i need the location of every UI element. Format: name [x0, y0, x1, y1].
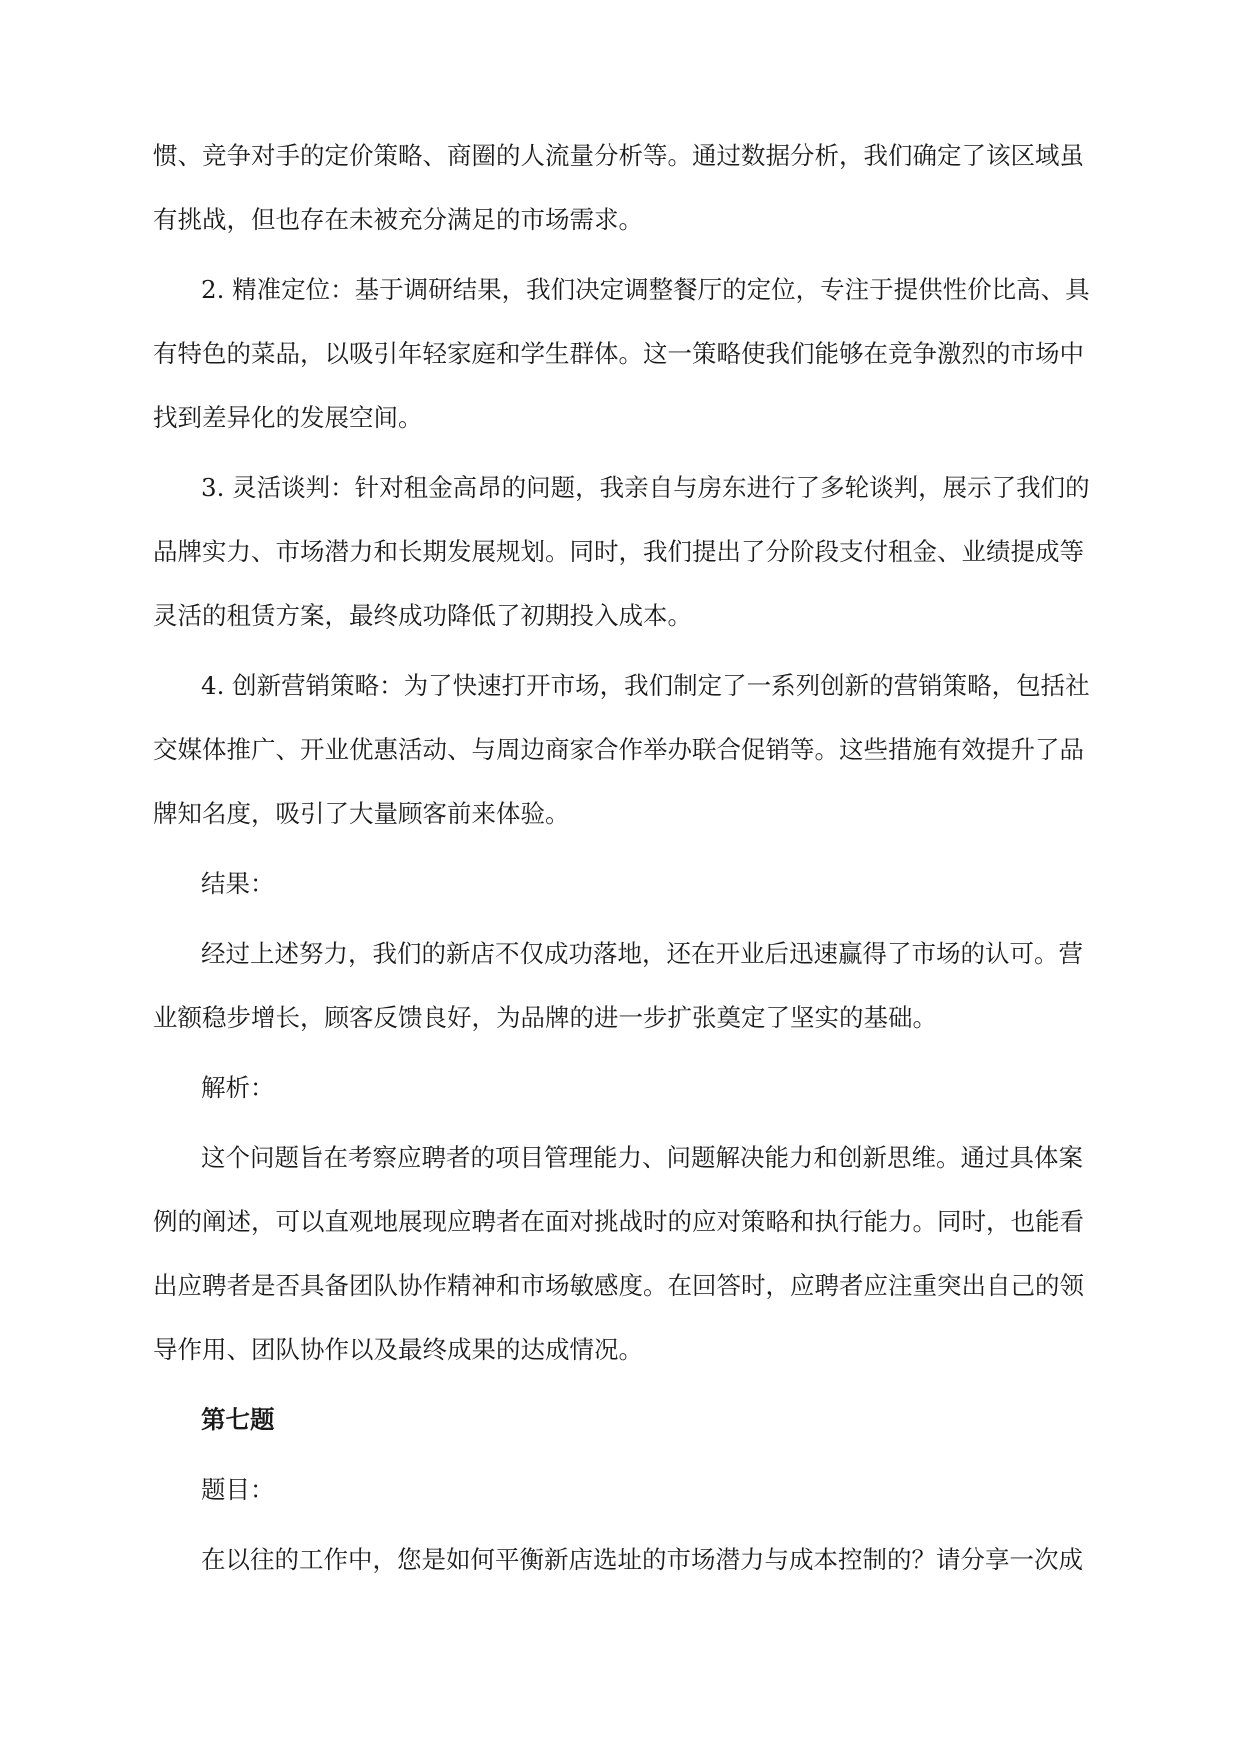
text-line: 在以往的工作中，您是如何平衡新店选址的市场潜力与成本控制的？请分享一次成: [201, 1545, 1083, 1574]
text-line: 有挑战，但也存在未被充分满足的市场需求。: [153, 205, 643, 234]
section-label-analysis: 解析：: [201, 1073, 275, 1102]
text-line: 3. 灵活谈判：针对租金高昂的问题，我亲自与房东进行了多轮谈判，展示了我们的: [201, 473, 1090, 502]
text-line: 找到差异化的发展空间。: [153, 403, 423, 432]
text-line: 牌知名度，吸引了大量顾客前来体验。: [153, 799, 570, 828]
text-line: 例的阐述，可以直观地展现应聘者在面对挑战时的应对策略和执行能力。同时，也能看: [153, 1207, 1084, 1236]
section-label-result: 结果：: [201, 869, 275, 898]
text-line: 出应聘者是否具备团队协作精神和市场敏感度。在回答时，应聘者应注重突出自己的领: [153, 1271, 1084, 1300]
question-heading: 第七题: [201, 1405, 275, 1434]
text-line: 灵活的租赁方案，最终成功降低了初期投入成本。: [153, 601, 692, 630]
text-line: 4. 创新营销策略：为了快速打开市场，我们制定了一系列创新的营销策略，包括社: [201, 671, 1090, 700]
text-line: 导作用、团队协作以及最终成果的达成情况。: [153, 1335, 643, 1364]
text-line: 2. 精准定位：基于调研结果，我们决定调整餐厅的定位，专注于提供性价比高、具: [201, 275, 1090, 304]
text-line: 交媒体推广、开业优惠活动、与周边商家合作举办联合促销等。这些措施有效提升了品: [153, 735, 1084, 764]
text-line: 经过上述努力，我们的新店不仅成功落地，还在开业后迅速赢得了市场的认可。营: [201, 939, 1083, 968]
text-line: 业额稳步增长，顾客反馈良好，为品牌的进一步扩张奠定了坚实的基础。: [153, 1003, 937, 1032]
section-label-question: 题目：: [201, 1475, 275, 1504]
text-line: 有特色的菜品，以吸引年轻家庭和学生群体。这一策略使我们能够在竞争激烈的市场中: [153, 339, 1084, 368]
text-line: 品牌实力、市场潜力和长期发展规划。同时，我们提出了分阶段支付租金、业绩提成等: [153, 537, 1084, 566]
text-line: 惯、竞争对手的定价策略、商圈的人流量分析等。通过数据分析，我们确定了该区域虽: [153, 141, 1084, 170]
text-line: 这个问题旨在考察应聘者的项目管理能力、问题解决能力和创新思维。通过具体案: [201, 1143, 1083, 1172]
